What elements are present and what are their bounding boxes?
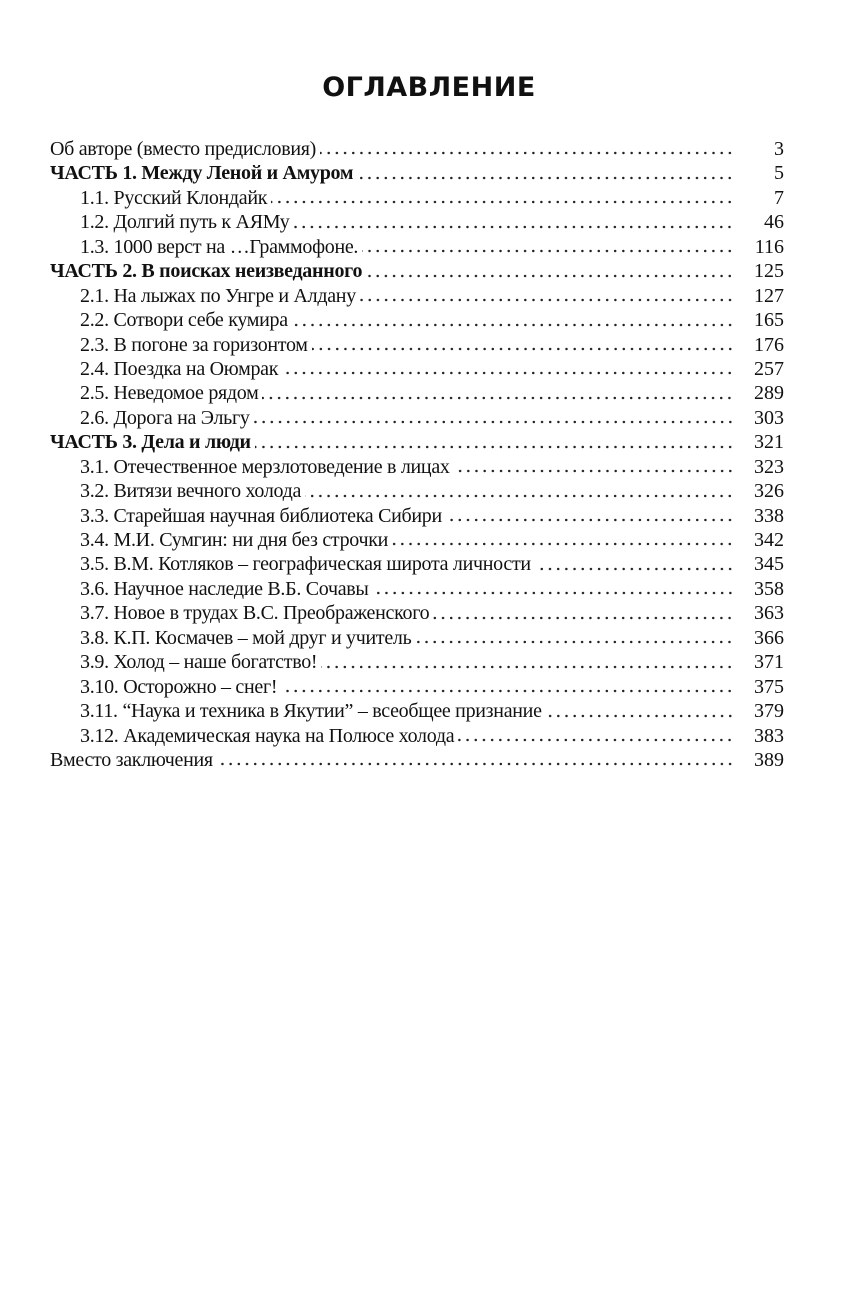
toc-entry-title: 3.10. Осторожно – снег! [80,675,278,698]
toc-page-number: 7 [774,186,784,209]
dot-leader [446,518,734,522]
toc-entry-title: 3.9. Холод – наше богатство! [80,651,318,674]
dot-leader [262,396,734,400]
toc-page-number: 257 [754,357,784,380]
toc-page-number: 366 [754,626,784,649]
toc-entry-title: 2.4. Поездка на Оюмрак [80,357,279,380]
toc-page-number: 5 [774,162,784,185]
toc-entry [50,357,784,381]
toc-entry [50,504,784,528]
toc-entry [50,406,784,430]
toc-page-number: 165 [754,309,784,332]
toc-part-heading [50,259,784,283]
toc-entry-title: Вместо заключения [50,748,213,771]
toc-page-number: 321 [754,431,784,454]
toc-entry-title: 1.2. Долгий путь к АЯМу [80,211,290,234]
toc-entry-title: 3.11. “Наука и техника в Якутии” – всеобщее признание [80,700,542,723]
toc-entry-title: 3.3. Старейшая научная библиотека Сибири [80,504,442,527]
dot-leader [320,151,734,155]
toc-page-number: 363 [754,602,784,625]
toc-entry-title: ЧАСТЬ 3. Дела и люди [50,431,251,454]
toc-entry-title: 2.6. Дорога на Эльгу [80,406,250,429]
toc-entry [50,210,784,234]
toc-entry-title: 2.1. На лыжах по Унгре и Алдану [80,284,356,307]
toc-entry-title: ЧАСТЬ 2. В поисках неизведанного [50,260,363,283]
dot-leader [282,371,734,375]
toc-page-number: 326 [754,480,784,503]
page-title: ОГЛАВЛЕНИЕ [322,72,536,103]
toc-entry-title: 3.12. Академическая наука на Полюсе холода [80,724,455,747]
toc-entry [50,479,784,503]
dot-leader [357,176,734,180]
toc-entry-title: 3.7. Новое в трудах В.С. Преображенского [80,602,430,625]
toc-entry-title: 1.3. 1000 верст на …Граммофоне. [80,235,359,258]
toc-entry [50,308,784,332]
toc-page-number: 125 [754,260,784,283]
toc-page-number: 389 [754,748,784,771]
toc-part-heading [50,430,784,454]
toc-entry-title: 3.2. Витязи вечного холода [80,480,302,503]
toc-page-number: 127 [754,284,784,307]
dot-leader [373,591,734,595]
toc-part-heading [50,161,784,185]
dot-leader [293,225,734,229]
toc-page-number: 3 [774,138,784,160]
dot-leader [535,567,734,571]
dot-leader [255,445,734,449]
toc-page-number: 345 [754,553,784,576]
toc-entry [50,650,784,674]
dot-leader [271,200,734,204]
toc-entry [50,699,784,723]
toc-entry-title: 2.3. В погоне за горизонтом [80,333,308,356]
toc-entry [50,552,784,576]
toc-entry-title: 2.5. Неведомое рядом [80,382,259,405]
dot-leader [292,323,734,327]
toc-page-number: 358 [754,577,784,600]
dot-leader [415,640,734,644]
toc-entry [50,186,784,210]
toc-page-number: 371 [754,651,784,674]
toc-entry [50,626,784,650]
dot-leader [217,762,734,766]
toc-page-number: 116 [754,235,784,258]
dot-leader [546,714,734,718]
toc-page-number: 338 [754,504,784,527]
toc-entry [50,137,784,161]
toc-entry-title: ЧАСТЬ 1. Между Леной и Амуром [50,162,354,185]
toc-page-number: 383 [754,724,784,747]
dot-leader [254,420,734,424]
toc-entry-title: 3.4. М.И. Сумгин: ни дня без строчки [80,529,389,551]
toc-entry [50,381,784,405]
toc-entry-title: 3.6. Научное наследие В.Б. Сочавы [80,577,369,600]
dot-leader [366,274,734,278]
dot-leader [305,494,734,498]
toc-entry [50,455,784,479]
toc-page-number: 375 [754,675,784,698]
toc-page-number: 289 [754,382,784,405]
dot-leader [454,469,734,473]
toc-page-number: 303 [754,406,784,429]
dot-leader [362,249,734,253]
dot-leader [321,665,734,669]
toc-entry [50,528,784,552]
toc-entry [50,284,784,308]
dot-leader [458,738,734,742]
toc-entry [50,724,784,748]
toc-entry-title: 1.1. Русский Клондайк [80,186,268,209]
toc-entry [50,235,784,259]
dot-leader [281,689,734,693]
toc-page-number: 46 [764,211,784,234]
toc-entry [50,577,784,601]
toc-entry-title: Об авторе (вместо предисловия) [50,138,317,160]
toc-entry-title: 2.2. Сотвори себе кумира [80,309,288,332]
dot-leader [392,542,734,546]
toc-entry-title: 3.8. К.П. Космачев – мой друг и учитель [80,626,412,649]
toc-page-number: 379 [754,700,784,723]
toc-page-number: 176 [754,333,784,356]
toc-entry-title: 3.1. Отечественное мерзлотоведение в лицах [80,455,450,478]
toc-page-number: 342 [754,529,784,551]
dot-leader [312,347,734,351]
toc-entry [50,601,784,625]
toc-entry-title: 3.5. В.М. Котляков – географическая широта личности [80,553,531,576]
toc-entry [50,748,784,772]
dot-leader [360,298,734,302]
toc-entry [50,333,784,357]
toc-entry [50,675,784,699]
toc-page-number: 323 [754,455,784,478]
dot-leader [433,616,734,620]
table-of-contents [50,137,784,772]
